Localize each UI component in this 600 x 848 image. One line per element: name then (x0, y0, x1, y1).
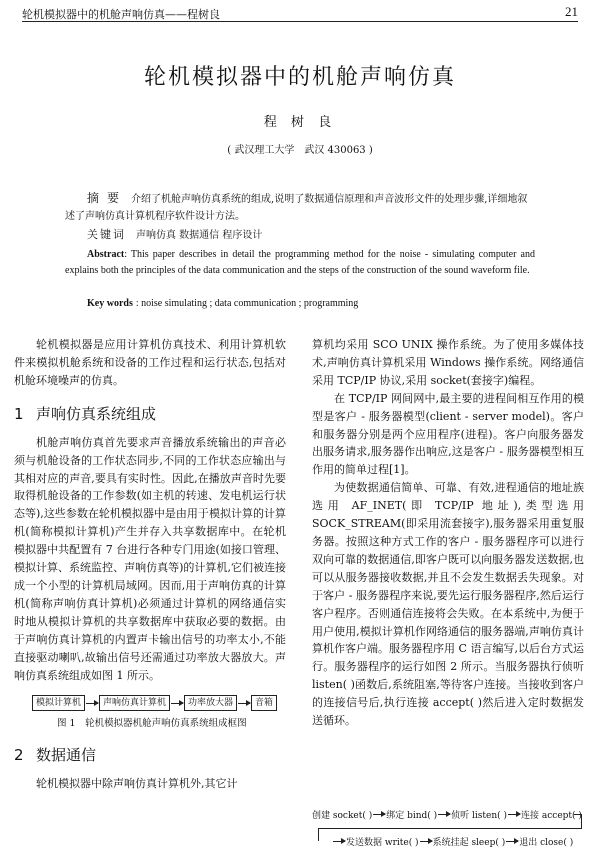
fig2-connector-left (318, 828, 319, 841)
arrow-icon (333, 841, 345, 842)
fig2-step-socket: 创建 socket( ) (312, 811, 373, 821)
fig2-step-listen: 侦听 listen( ) (451, 811, 508, 821)
article-author: 程 树 良 (263, 115, 337, 130)
arrow-icon (420, 841, 432, 842)
arrow-icon (171, 703, 183, 704)
arrow-icon (438, 814, 450, 815)
right-paragraph-continued: 算机均采用 SCO UNIX 操作系统。为了使用多媒体技术,声响仿真计算机采用 Windows 操作系统。网络通信采用 TCP/IP 协议,采用 socket(套接字)编程。 (312, 338, 584, 387)
keywords-en-label: Key words (87, 298, 133, 309)
abstract-en-label: Abstract (87, 249, 125, 260)
fig2-connector-bottom (318, 828, 582, 829)
section-1-number: 1 (14, 404, 24, 423)
section-1-title: 声响仿真系统组成 (36, 404, 157, 423)
client-server-paragraph: 在 TCP/IP 网间网中,最主要的进程间相互作用的模型是客户 - 服务器模型(client - server model)。客户和服务器分别是两个应用程序(进程)。客户向服务器发出服务请求,服务器作出响应,这是客户 - 服务器模型相互作用的简单过程[1]。 (312, 391, 584, 477)
intro-paragraph: 轮机模拟器是应用计算机仿真技术、利用计算机软件来模拟机舱系统和设备的工作过程和运行状态,包括对机舱环境噪声的仿真。 (14, 338, 286, 387)
fig2-step-write: 发送数据 write( ) (346, 838, 419, 848)
fig2-step-close: 退出 close( ) (519, 838, 574, 848)
figure-1-diagram (32, 695, 286, 711)
section-2-paragraph: 轮机模拟器中除声响仿真计算机外,其它计 (36, 777, 238, 791)
arrow-icon (373, 814, 385, 815)
abstract-zh-text: 介绍了机舱声响仿真系统的组成,说明了数据通信原理和声音波形文件的处理步骤,详细地叙述了声响仿真计算机程序软件设计方法。 (65, 194, 528, 222)
socket-paragraph: 为使数据通信简单、可靠、有效,进程通信的地址族选用 AF_INET(即 TCP/IP 地址),类型选用 SOCK_STREAM(即采用流套接字),服务器采用重复服务器。按照这种方式工作的客户 - 服务器程序可以进行双向可靠的数据通信,即客户既可以向服务器发送数据,也可以从服务器接收数据,并且不会发生数据丢失现象。对于客户 - 服务器程序来说,要先运行服务器程序,然后运行客户程序。否则通信连接将会失败。在本系统中,为便于用户使用,模拟计算机作网络通信的服务器端,声响仿真计算机作客户端。服务器程序用 C 语言编写,以后台方式运行。服务器程序的运行如图 2 所示。当服务器执行侦听 listen( )函数后,系统阻塞,等待客户连接。当接收到客户的连接信号后,执行连接 accept( )然后进入定时数据发送循环。 (312, 481, 584, 728)
keywords-en (87, 298, 358, 309)
keywords-zh-text: 声响仿真 数据通信 程序设计 (136, 230, 263, 241)
figure-2-diagram (312, 808, 584, 848)
page-number: 21 (565, 4, 578, 19)
fig2-step-accept: 连接 accept( ) (521, 811, 582, 821)
keywords-zh (87, 226, 262, 242)
fig1-box-sound-computer: 声响仿真计算机 (99, 695, 170, 711)
section-2-number: 2 (14, 746, 24, 765)
section-2-title: 数据通信 (36, 746, 97, 765)
abstract-en (65, 247, 535, 279)
fig1-box-simulation-computer: 模拟计算机 (32, 695, 85, 711)
arrow-icon (238, 703, 250, 704)
section-1-heading (14, 404, 286, 424)
left-column (14, 336, 286, 793)
fig2-connector-right (574, 814, 582, 828)
fig2-row-1 (312, 808, 582, 821)
running-title: 轮机模拟器中的机舱声响仿真——程树良 (22, 8, 220, 21)
arrow-icon (506, 841, 518, 842)
abstract-en-text: : This paper describes in detail the programming method for the noise - simulating computer and explains both the principles of the data communication and the steps of the construction of the sound waveform file. (65, 249, 535, 276)
keywords-zh-label: 关键词 (87, 228, 126, 241)
figure-1-caption: 图 1 轮机模拟器机舱声响仿真系统组成框图 (57, 718, 247, 730)
fig2-row-2 (332, 835, 573, 848)
abstract-zh (65, 190, 535, 225)
abstract-zh-label: 摘要 (87, 191, 128, 205)
arrow-icon (86, 703, 98, 704)
fig2-step-bind: 绑定 bind( ) (386, 811, 438, 821)
right-column (312, 336, 584, 730)
running-head (22, 4, 578, 22)
fig1-box-speaker: 音箱 (251, 695, 277, 711)
keywords-en-text: : noise simulating ; data communication ; programming (135, 298, 359, 309)
article-title: 轮机模拟器中的机舱声响仿真 (143, 65, 456, 90)
section-2-heading (14, 745, 286, 765)
fig2-step-sleep: 系统挂起 sleep( ) (432, 838, 506, 848)
section-1-paragraph: 机舱声响仿真首先要求声音播放系统输出的声音必须与机舱设备的工作状态同步,不同的工作状态应输出与其相对应的声音,要具有实时性。因此,在播放声音时先要取得机舱设备的工作参数(如主机的转速、发电机运行状态等),这些参数在轮机模拟器中是由用于模拟计算的计算机(简称模拟计算机)产生并存入共享数据库中。在轮机模拟器中共配置有 7 台进行各种专门用途(如接口管理、模拟计算、系统监控、声响仿真等)的计算机,它们被连接成一个小型的计算机局域网。因而,用于声响仿真的计算机(简称声响仿真计算机)必须通过计算机的网络通信实时地从模拟计算机的共享数据库中获取必要的数据。由于声响仿真计算机的内置声卡输出信号的功率太小,不能直接驱动喇叭,故输出信号还需通过功率放大器放大。声响仿真系统组成如图 1 所示。 (14, 435, 286, 682)
fig1-box-amplifier: 功率放大器 (184, 695, 237, 711)
arrow-icon (508, 814, 520, 815)
author-affiliation: ( 武汉理工大学 武汉 430063 ) (227, 145, 373, 156)
